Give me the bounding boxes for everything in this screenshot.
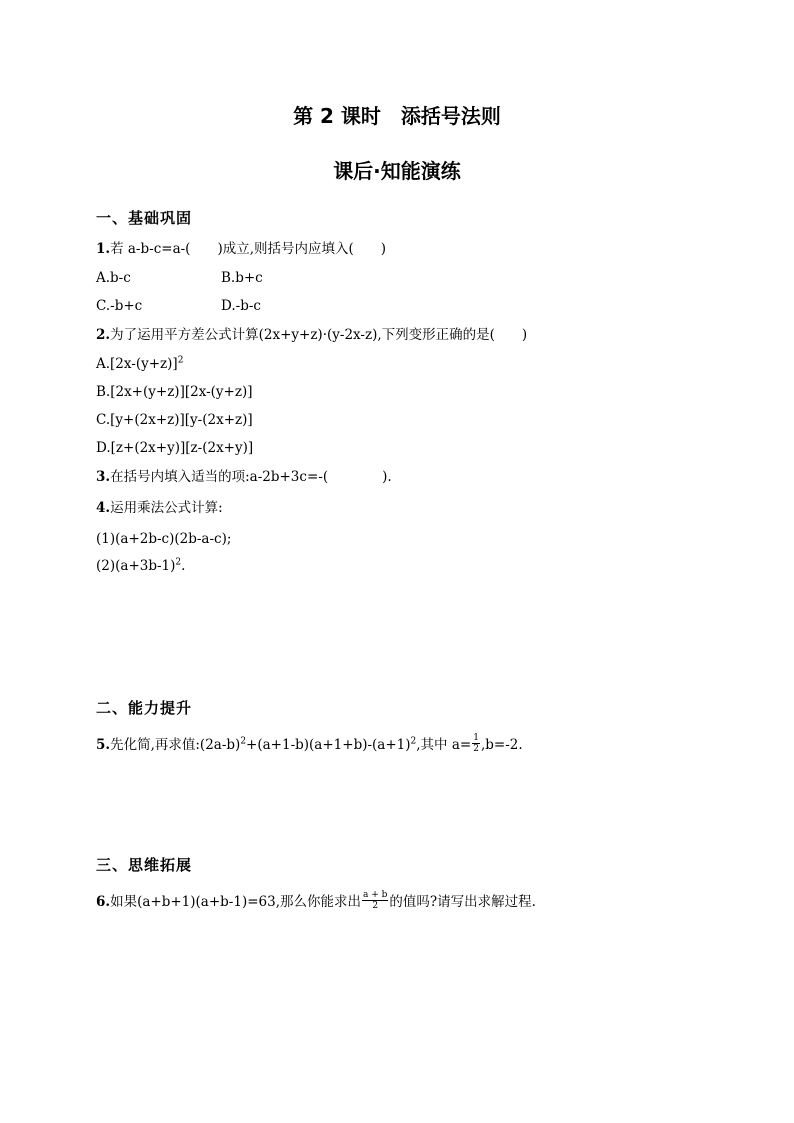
question-4-part-2: $(2)(a+3b-1)^2$. — [96, 557, 186, 574]
question-text: 在括号内填入适当的项:a-2b+3c=-( ). — [110, 469, 392, 485]
question-1 — [96, 241, 386, 257]
exponent: 2 — [410, 736, 417, 747]
option-c: C.-b+c — [96, 298, 143, 314]
section-basic: 一、基础巩固 — [96, 209, 193, 227]
question-3 — [96, 469, 392, 485]
question-text: 为了运用平方差公式计算(2x+y+z)·(y-2x-z),下列变形正确的是( ) — [110, 327, 528, 343]
question-number: 2. — [96, 327, 111, 343]
question-number: 1. — [96, 241, 111, 257]
question-number: 6. — [96, 894, 111, 910]
page-title: 第 2 课时 添括号法则 — [293, 104, 501, 128]
question-2 — [96, 327, 527, 343]
question-6: 6.如果(a+b+1)(a+b-1)=63,那么你能求出 $\frac{a + b}{2}$ 的值吗?请写出求解过程. — [96, 890, 536, 911]
option-d: D.-b-c — [221, 298, 261, 314]
question-text: 运用乘法公式计算: — [110, 500, 223, 516]
option-c: C.[y+(2x+z)][y-(2x+z)] — [96, 412, 253, 428]
question-number: 4. — [96, 500, 111, 516]
question-text: 若 a-b-c=a-( )成立,则括号内应填入( ) — [110, 241, 387, 257]
section-extend: 三、思维拓展 — [96, 856, 193, 874]
fraction: $\frac{1}{2}$ — [473, 733, 479, 754]
exponent: 2 — [175, 557, 182, 568]
section-improve: 二、能力提升 — [96, 699, 193, 717]
exponent: 2 — [177, 355, 184, 366]
fraction: $\frac{a + b}{2}$ — [363, 890, 388, 911]
question-5: 5.先化简,再求值$:(2a-b)^2+(a+1-b)(a+1+b)-(a+1)^2$,其中 a= $\frac{1}{2}$ ,b=-2. — [96, 733, 523, 754]
option-b: B.b+c — [221, 270, 263, 286]
question-number: 3. — [96, 469, 111, 485]
question-4-part-1: (1)(a+2b-c)(2b-a-c); — [96, 531, 232, 547]
exponent: 2 — [240, 736, 247, 747]
option-d: D.[z+(2x+y)][z-(2x+y)] — [96, 440, 254, 456]
question-4 — [96, 500, 223, 516]
option-b: B.[2x+(y+z)][2x-(y+z)] — [96, 384, 253, 400]
option-a: A.b-c — [96, 270, 131, 286]
question-number: 5. — [96, 737, 111, 753]
page-subtitle: 课后·知能演练 — [333, 159, 461, 183]
option-a: $A.[2x-(y+z)]^2$ — [96, 355, 184, 372]
